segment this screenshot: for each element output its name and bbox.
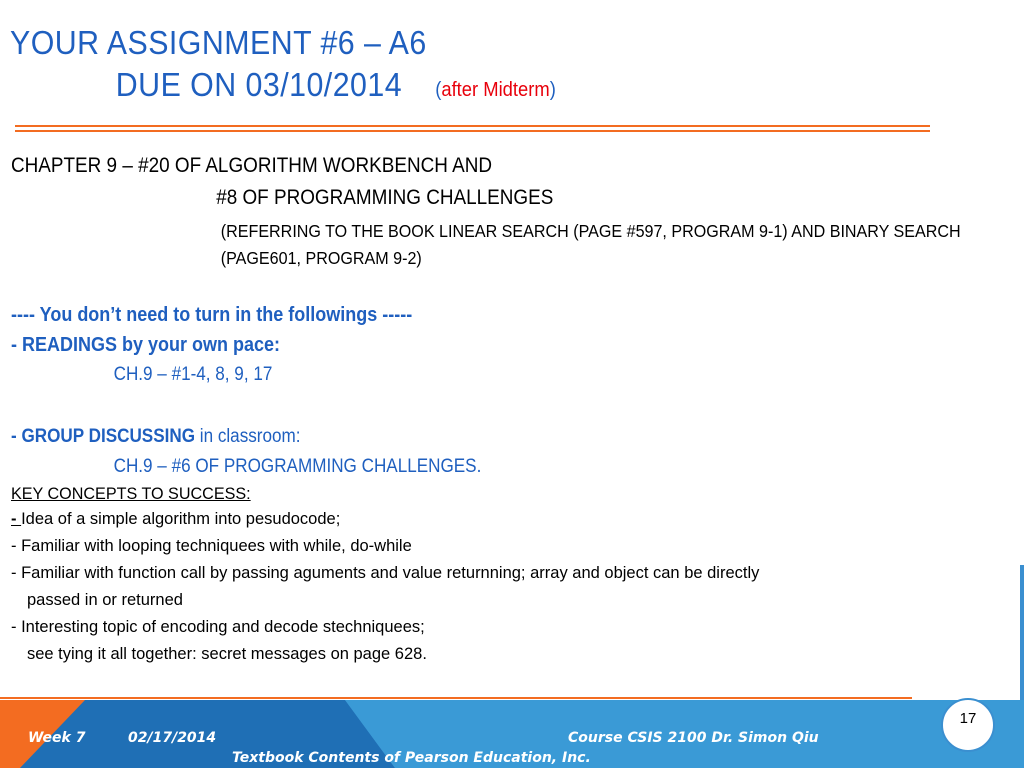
group-discussing-detail: CH.9 – #6 OF PROGRAMMING CHALLENGES.: [113, 456, 482, 477]
readings-label: - READINGS by your own pace:: [11, 334, 281, 356]
title-line-2: [10, 64, 556, 111]
paren-open: (: [435, 79, 442, 101]
due-date: DUE ON 03/10/2014: [115, 66, 403, 103]
after-midterm-text: after Midterm: [441, 79, 550, 101]
spacer: [11, 272, 1016, 300]
key-concept-item-1: [11, 506, 1016, 533]
footer-date: 02/17/2014: [128, 730, 217, 746]
key-concept-item-3-cont: passed in or returned: [27, 591, 183, 609]
key-concept-item-1-text: Idea of a simple algorithm into pesudocode;: [21, 510, 341, 528]
page-number: [941, 698, 995, 752]
group-discussing-line: [11, 422, 916, 452]
footer-course: Course CSIS 2100 Dr. Simon Qiu: [568, 730, 819, 746]
title-divider-top: [15, 125, 930, 127]
title-line-1: YOUR ASSIGNMENT #6 – A6: [10, 24, 427, 61]
footer-textbook: Textbook Contents of Pearson Education, Inc.: [232, 750, 591, 766]
footer-week: Week 7: [28, 730, 86, 746]
right-edge-accent: [1020, 565, 1024, 700]
not-turn-in-heading: ---- You don’t need to turn in the followings -----: [11, 304, 413, 326]
midterm-note: [435, 79, 556, 101]
chapter-line-2-text: #8 OF PROGRAMMING CHALLENGES: [216, 186, 554, 209]
key-concept-item-2: - Familiar with looping techniquees with while, do-while: [11, 537, 412, 555]
spacer: [11, 390, 1016, 422]
key-concepts-heading: KEY CONCEPTS TO SUCCESS:: [11, 484, 251, 503]
group-discussing-label: - GROUP DISCUSSING: [11, 426, 196, 447]
slide-title: [10, 22, 556, 111]
key-concept-item-4: - Interesting topic of encoding and decode stechniquees;: [11, 618, 425, 636]
footer-divider-top: [0, 697, 912, 699]
key-concept-item-3: - Familiar with function call by passing aguments and value returnning; array and object can be directly: [11, 564, 760, 582]
key-concept-item-1-dash: -: [11, 510, 22, 528]
key-concept-item-4-cont: see tying it all together: secret messages on page 628.: [27, 645, 427, 663]
book-reference: (REFERRING TO THE BOOK LINEAR SEARCH (PAGE #597, PROGRAM 9-1) AND BINARY SEARCH (PAGE601, PROGRAM 9-2): [220, 221, 961, 268]
chapter-line-2: [11, 182, 916, 214]
paren-close: ): [549, 79, 556, 101]
page-number-text: 17: [959, 710, 977, 727]
chapter-line-1: CHAPTER 9 – #20 OF ALGORITHM WORKBENCH AND: [11, 154, 493, 177]
slide-body: [11, 150, 1016, 668]
title-divider-bottom: [15, 130, 930, 132]
readings-detail: CH.9 – #1-4, 8, 9, 17: [113, 364, 273, 385]
group-discussing-suffix: in classroom:: [195, 426, 301, 447]
